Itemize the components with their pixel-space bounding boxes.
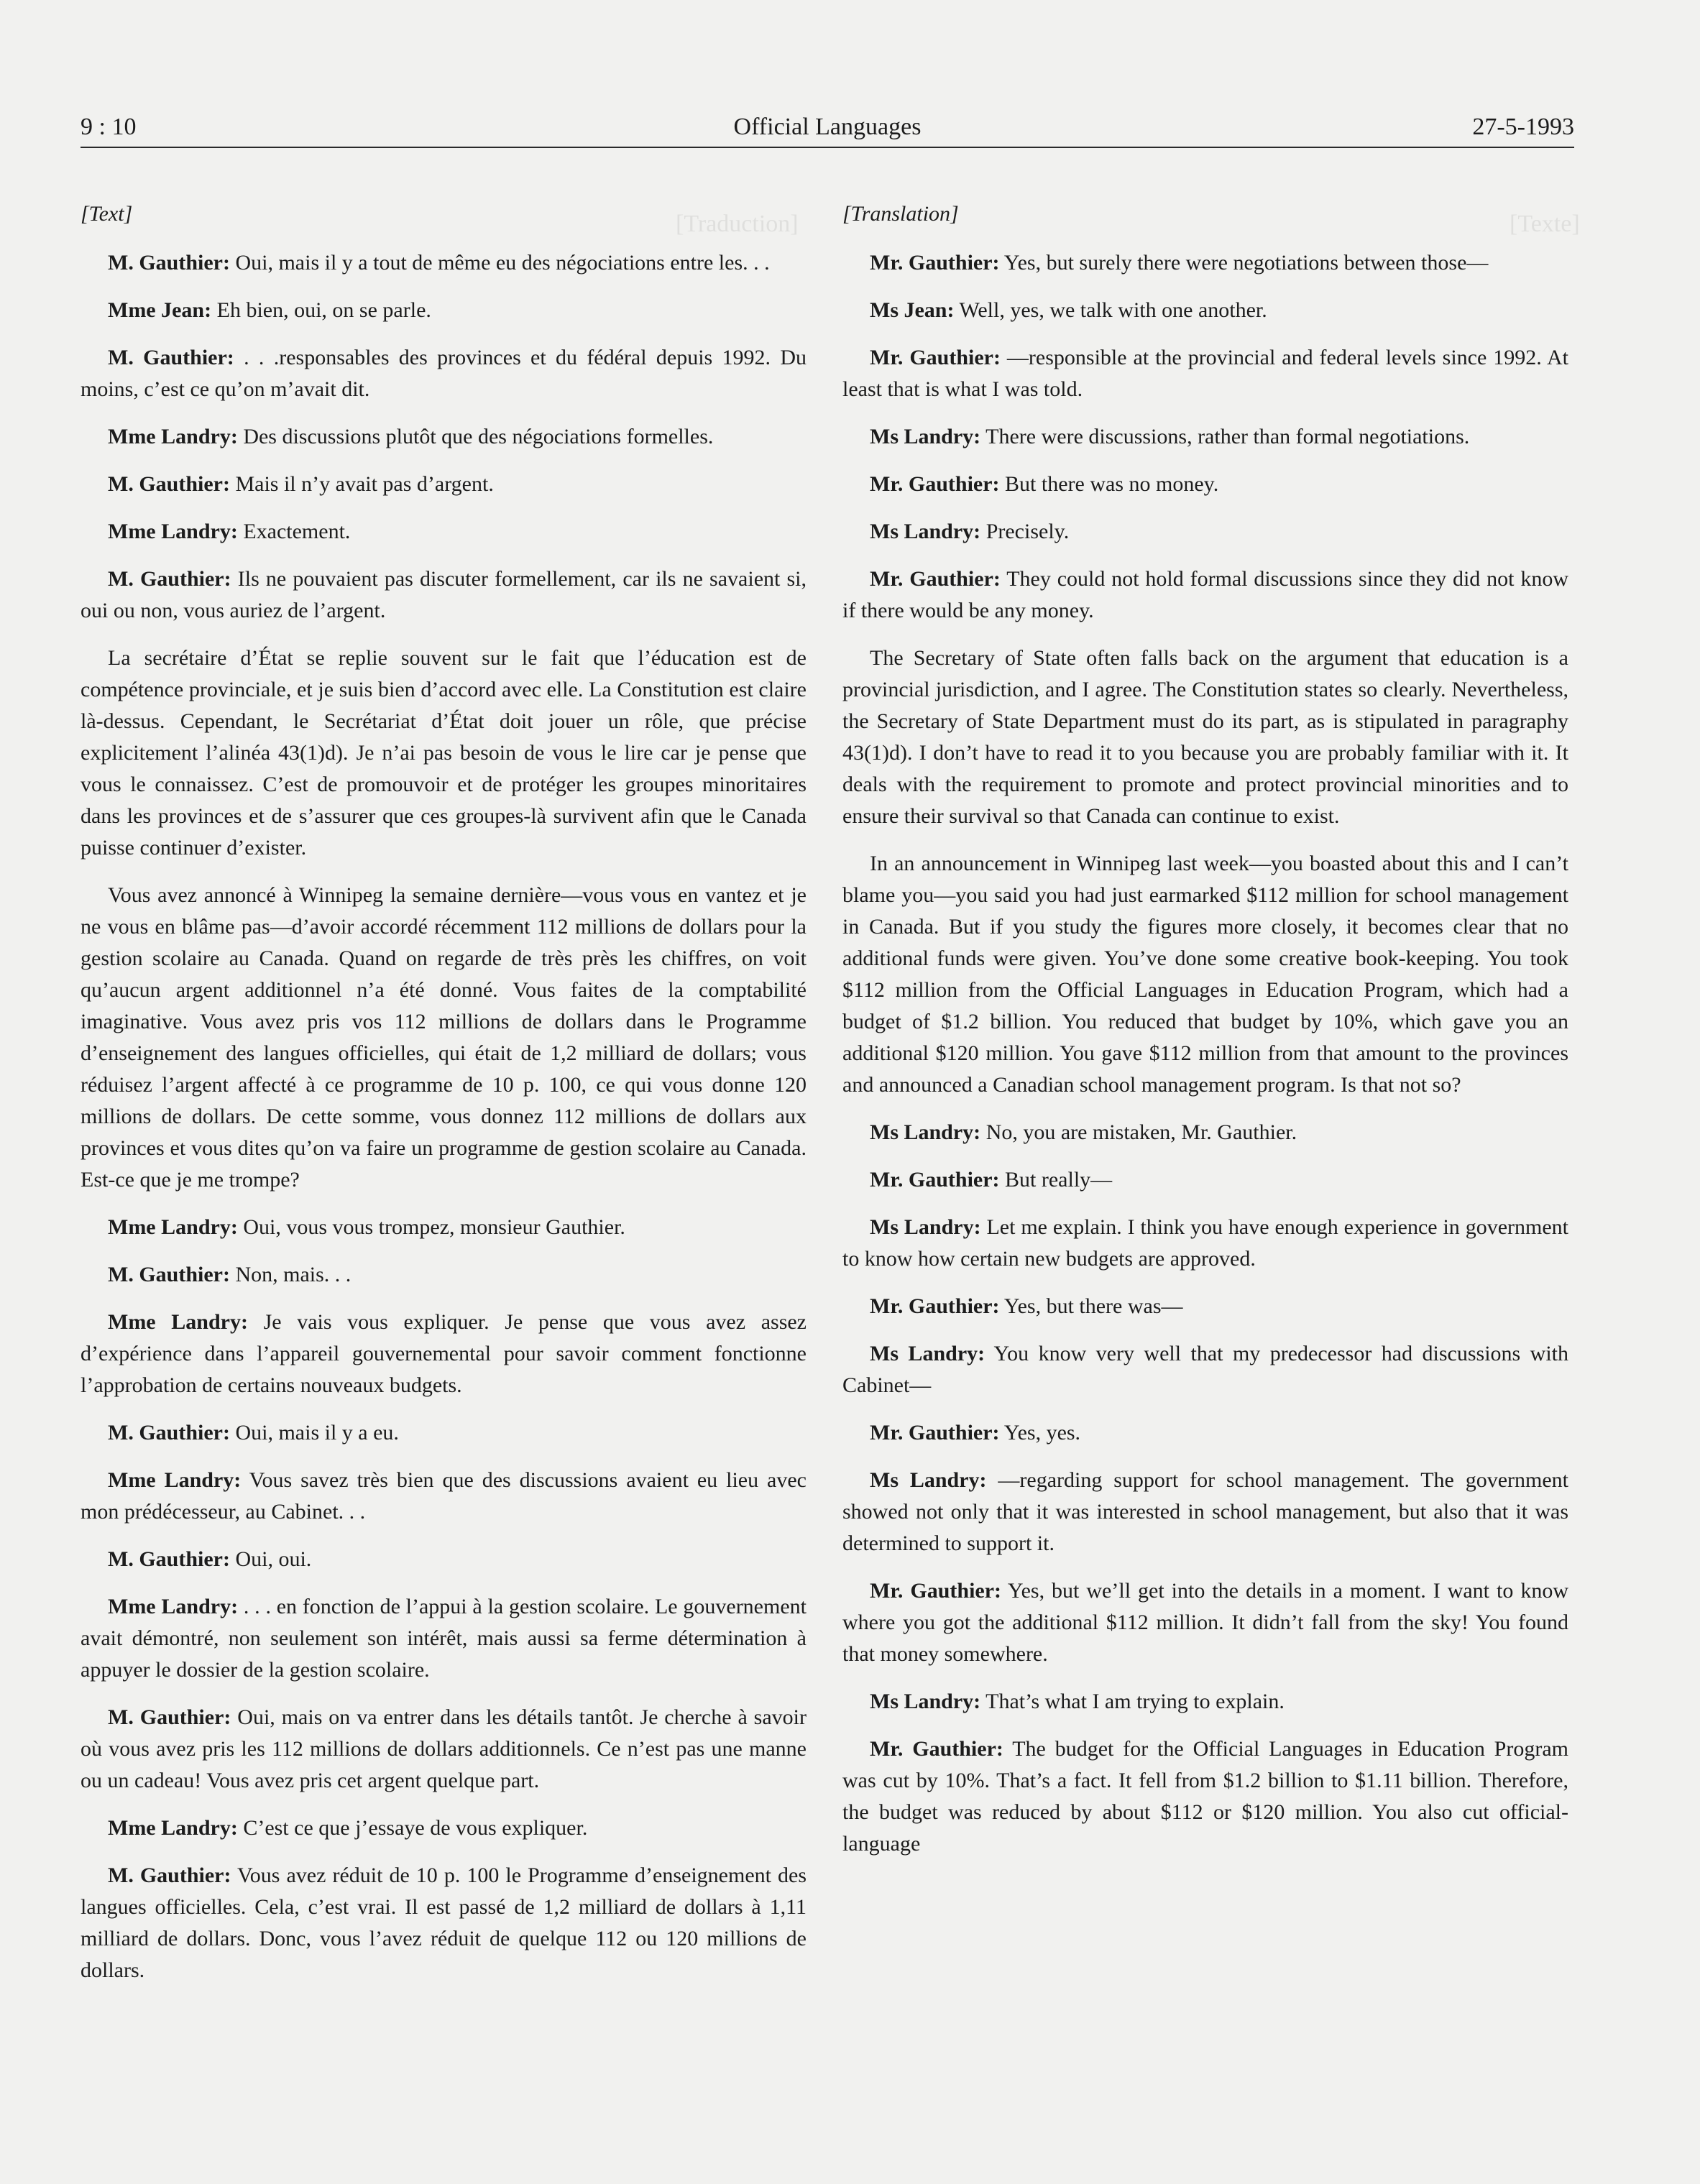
speech-text: The Secretary of State often falls back on the argument that education is a provincial jurisdiction, and I agree. The Constitution states so clearly. Nevertheless, the Secretary of State Department must do its part, as is stipulated in paragraphy 43(1)d). I don’t have to read it to you because you are probably familiar with it. It deals with the requirement to promote and protect provincial minorities and to ensure their survival so that Canada can continue to exist. bbox=[842, 646, 1568, 828]
speech-text: Yes, but surely there were negotiations between those— bbox=[999, 251, 1489, 275]
speech-text: Vous savez très bien que des discussions avaient eu lieu avec mon prédécesseur, au Cabinet. . . bbox=[81, 1468, 807, 1524]
speech-paragraph bbox=[842, 1212, 1568, 1275]
speech-text: . . .responsables des provinces et du fédéral depuis 1992. Du moins, c’est ce qu’on m’avait dit. bbox=[81, 346, 807, 401]
speech-text: They could not hold formal discussions since they did not know if there would be any money. bbox=[842, 567, 1568, 622]
bleed-through-text: [Traduction] bbox=[676, 211, 799, 237]
speaker-name: Mr. Gauthier: bbox=[870, 346, 1001, 369]
page-date: 27-5-1993 bbox=[1472, 114, 1574, 140]
speech-text: Oui, mais on va entrer dans les détails tantôt. Je cherche à savoir où vous avez pris les 112 millions de dollars additionnels. Ce n’est pas une manne ou un cadeau! Vous avez pris cet argent quelque part. bbox=[81, 1705, 807, 1792]
speaker-name: M. Gauthier: bbox=[108, 1705, 231, 1729]
speech-paragraph bbox=[842, 1164, 1568, 1196]
left-column-french bbox=[81, 198, 807, 2002]
speech-text: La secrétaire d’État se replie souvent sur le fait que l’éducation est de compétence provinciale, et je suis bien d’accord avec elle. La Constitution est claire là-dessus. Cependant, le Secrétariat d’État doit jouer un rôle, que précise explicitement l’alinéa 43(1)d). Je n’ai pas besoin de vous le lire car je pense que vous le connaissez. C’est de promouvoir et de protéger les groupes minoritaires dans les provinces et de s’assurer que ces groupes-là survivent afin que le Canada puisse continuer d’exister. bbox=[81, 646, 807, 860]
speech-text: Yes, but there was— bbox=[999, 1294, 1183, 1318]
speaker-name: Mme Landry: bbox=[108, 425, 238, 448]
speech-text: You know very well that my predecessor had discussions with Cabinet— bbox=[842, 1342, 1568, 1397]
column-marker: [Translation] bbox=[842, 202, 959, 226]
speech-paragraph bbox=[81, 421, 807, 453]
speech-text: But really— bbox=[999, 1168, 1113, 1192]
speech-text: Oui, oui. bbox=[229, 1547, 312, 1571]
speech-text: Des discussions plutôt que des négociations formelles. bbox=[237, 425, 714, 448]
speaker-name: M. Gauthier: bbox=[108, 346, 234, 369]
speech-paragraph bbox=[81, 1465, 807, 1528]
speech-paragraph bbox=[842, 342, 1568, 405]
speaker-name: Mme Landry: bbox=[108, 1215, 238, 1239]
speech-text: Oui, mais il y a tout de même eu des négociations entre les. . . bbox=[229, 251, 770, 275]
page-title: Official Languages bbox=[733, 114, 922, 140]
speech-text: Oui, vous vous trompez, monsieur Gauthier. bbox=[237, 1215, 625, 1239]
speaker-name: Ms Landry: bbox=[870, 1690, 981, 1713]
speech-text: That’s what I am trying to explain. bbox=[980, 1690, 1285, 1713]
speech-paragraph bbox=[842, 421, 1568, 453]
speech-paragraph bbox=[81, 1544, 807, 1575]
speaker-name: Mr. Gauthier: bbox=[870, 567, 1001, 591]
speech-text: The budget for the Official Languages in Education Program was cut by 10%. That’s a fact. It fell from $1.2 billion to $1.11 billion. Therefore, the budget was reduced by about $112 or $120 million. You also cut official-language bbox=[842, 1737, 1568, 1856]
speech-paragraph bbox=[842, 1338, 1568, 1401]
speech-paragraph bbox=[81, 563, 807, 627]
speaker-name: M. Gauthier: bbox=[108, 567, 231, 591]
speaker-name: Ms Landry: bbox=[870, 425, 981, 448]
speech-text: Vous avez réduit de 10 p. 100 le Programme d’enseignement des langues officielles. Cela, c’est vrai. Il est passé de 1,2 milliard de dollars à 1,11 milliard de dollars. Donc, vous l’avez réduit de quelque 112 ou 120 millions de dollars. bbox=[81, 1863, 807, 1982]
speaker-name: Ms Jean: bbox=[870, 298, 955, 322]
speech-paragraph bbox=[81, 516, 807, 548]
speech-paragraph bbox=[842, 1686, 1568, 1718]
speech-paragraph bbox=[842, 1291, 1568, 1322]
speaker-name: Mme Landry: bbox=[108, 1310, 248, 1334]
speech-text: Let me explain. I think you have enough experience in government to know how certain new budgets are approved. bbox=[842, 1215, 1568, 1271]
right-column-english bbox=[842, 198, 1568, 1876]
speaker-name: Mme Landry: bbox=[108, 1816, 238, 1840]
speaker-name: Ms Landry: bbox=[870, 520, 981, 543]
speech-paragraph bbox=[842, 247, 1568, 279]
speaker-name: Ms Landry: bbox=[870, 1120, 981, 1144]
speech-text: Exactement. bbox=[237, 520, 351, 543]
speech-paragraph bbox=[81, 1812, 807, 1844]
speech-paragraph bbox=[842, 563, 1568, 627]
speaker-name: Mr. Gauthier: bbox=[870, 1294, 1000, 1318]
speech-text: Je vais vous expliquer. Je pense que vous avez assez d’expérience dans l’appareil gouvernemental pour savoir comment fonctionne l’approbation de certains nouveaux budgets. bbox=[81, 1310, 807, 1397]
speaker-name: Ms Landry: bbox=[870, 1342, 985, 1365]
speech-paragraph bbox=[81, 1259, 807, 1291]
speech-paragraph bbox=[842, 1733, 1568, 1860]
speech-paragraph bbox=[842, 295, 1568, 326]
speech-text: . . . en fonction de l’appui à la gestion scolaire. Le gouvernement avait démontré, non seulement son intérêt, mais aussi sa ferme détermination à appuyer le dossier de la gestion scolaire. bbox=[81, 1595, 807, 1682]
narrative-paragraph bbox=[81, 880, 807, 1196]
speech-text: Precisely. bbox=[980, 520, 1070, 543]
speech-text: But there was no money. bbox=[999, 472, 1219, 496]
bleed-through-text: [Texte] bbox=[1510, 211, 1580, 237]
speaker-name: Mme Landry: bbox=[108, 1595, 239, 1618]
speaker-name: M. Gauthier: bbox=[108, 472, 230, 496]
speech-paragraph bbox=[81, 1702, 807, 1797]
speech-paragraph bbox=[81, 1417, 807, 1449]
speaker-name: Ms Landry: bbox=[870, 1215, 981, 1239]
speech-text: Yes, but we’ll get into the details in a moment. I want to know where you got the additional $112 million. It didn’t fall from the sky! You found that money somewhere. bbox=[842, 1579, 1569, 1666]
speaker-name: Mr. Gauthier: bbox=[870, 1737, 1003, 1761]
page-header bbox=[81, 109, 1574, 145]
speaker-name: Mme Landry: bbox=[108, 520, 238, 543]
speech-text: Oui, mais il y a eu. bbox=[229, 1421, 399, 1445]
speech-paragraph bbox=[81, 1212, 807, 1243]
speech-paragraph bbox=[842, 1575, 1568, 1670]
speech-text: —regarding support for school management. The government showed not only that it was interested in school management, but also that it was determined to support it. bbox=[842, 1468, 1568, 1555]
speaker-name: Mr. Gauthier: bbox=[870, 251, 1000, 275]
speaker-name: Ms Landry: bbox=[870, 1468, 987, 1492]
speech-paragraph bbox=[81, 342, 807, 405]
speaker-name: Mr. Gauthier: bbox=[870, 1579, 1002, 1603]
speech-paragraph bbox=[842, 1417, 1568, 1449]
speaker-name: Mme Landry: bbox=[108, 1468, 242, 1492]
speech-text: Well, yes, we talk with one another. bbox=[954, 298, 1267, 322]
speech-text: Ils ne pouvaient pas discuter formellement, car ils ne savaient si, oui ou non, vous auriez de l’argent. bbox=[81, 567, 807, 622]
speech-text: Mais il n’y avait pas d’argent. bbox=[229, 472, 494, 496]
speech-paragraph bbox=[81, 469, 807, 500]
speech-paragraph bbox=[81, 247, 807, 279]
speaker-name: M. Gauthier: bbox=[108, 1263, 230, 1286]
speech-text: Yes, yes. bbox=[999, 1421, 1081, 1445]
page-number: 9 : 10 bbox=[81, 114, 137, 140]
speaker-name: M. Gauthier: bbox=[108, 1547, 230, 1571]
speech-paragraph bbox=[842, 469, 1568, 500]
speech-text: No, you are mistaken, Mr. Gauthier. bbox=[980, 1120, 1297, 1144]
narrative-paragraph bbox=[842, 848, 1568, 1101]
speech-paragraph bbox=[81, 1860, 807, 1986]
speech-paragraph bbox=[81, 295, 807, 326]
speech-text: Eh bien, oui, on se parle. bbox=[211, 298, 431, 322]
speaker-name: M. Gauthier: bbox=[108, 1863, 231, 1887]
speech-text: —responsible at the provincial and federal levels since 1992. At least that is what I was told. bbox=[842, 346, 1569, 401]
speaker-name: Mr. Gauthier: bbox=[870, 1168, 1000, 1192]
speech-text: Non, mais. . . bbox=[229, 1263, 352, 1286]
speech-paragraph bbox=[842, 516, 1568, 548]
speaker-name: M. Gauthier: bbox=[108, 1421, 230, 1445]
speech-paragraph bbox=[842, 1117, 1568, 1148]
header-rule bbox=[81, 147, 1574, 148]
column-marker: [Text] bbox=[81, 202, 133, 226]
speech-paragraph bbox=[842, 1465, 1568, 1559]
speech-paragraph bbox=[81, 1591, 807, 1686]
narrative-paragraph bbox=[81, 642, 807, 864]
speech-text: There were discussions, rather than formal negotiations. bbox=[980, 425, 1470, 448]
speech-text: In an announcement in Winnipeg last week—you boasted about this and I can’t blame you—you said you had just earmarked $112 million for school management in Canada. But if you study the figures more closely, it becomes clear that no additional funds were given. You’ve done some creative book-keeping. You took $112 million from the Official Languages in Education Program, which had a budget of $1.2 billion. You reduced that budget by 10%, which gave you an additional $120 million. You gave $112 million from that amount to the provinces and announced a Canadian school management program. Is that not so? bbox=[842, 852, 1568, 1097]
speaker-name: Mme Jean: bbox=[108, 298, 212, 322]
speaker-name: Mr. Gauthier: bbox=[870, 472, 1000, 496]
speech-text: Vous avez annoncé à Winnipeg la semaine dernière—vous vous en vantez et je ne vous en blâme pas—d’avoir accordé récemment 112 millions de dollars pour la gestion scolaire au Canada. Quand on regarde de très près les chiffres, on voit qu’aucun argent additionnel n’a été donné. Vous faites de la comptabilité imaginative. Vous avez pris vos 112 millions de dollars dans le Programme d’enseignement des langues officielles, qui était de 1,2 milliard de dollars; vous réduisez l’argent affecté à ce programme de 10 p. 100, ce qui vous donne 120 millions de dollars. De cette somme, vous donnez 112 millions de dollars aux provinces et vous dites qu’on va faire un programme de gestion scolaire au Canada. Est-ce que je me trompe? bbox=[81, 883, 807, 1192]
speaker-name: M. Gauthier: bbox=[108, 251, 230, 275]
speech-text: C’est ce que j’essaye de vous expliquer. bbox=[237, 1816, 588, 1840]
speech-paragraph bbox=[81, 1307, 807, 1401]
narrative-paragraph bbox=[842, 642, 1568, 832]
speaker-name: Mr. Gauthier: bbox=[870, 1421, 1000, 1445]
